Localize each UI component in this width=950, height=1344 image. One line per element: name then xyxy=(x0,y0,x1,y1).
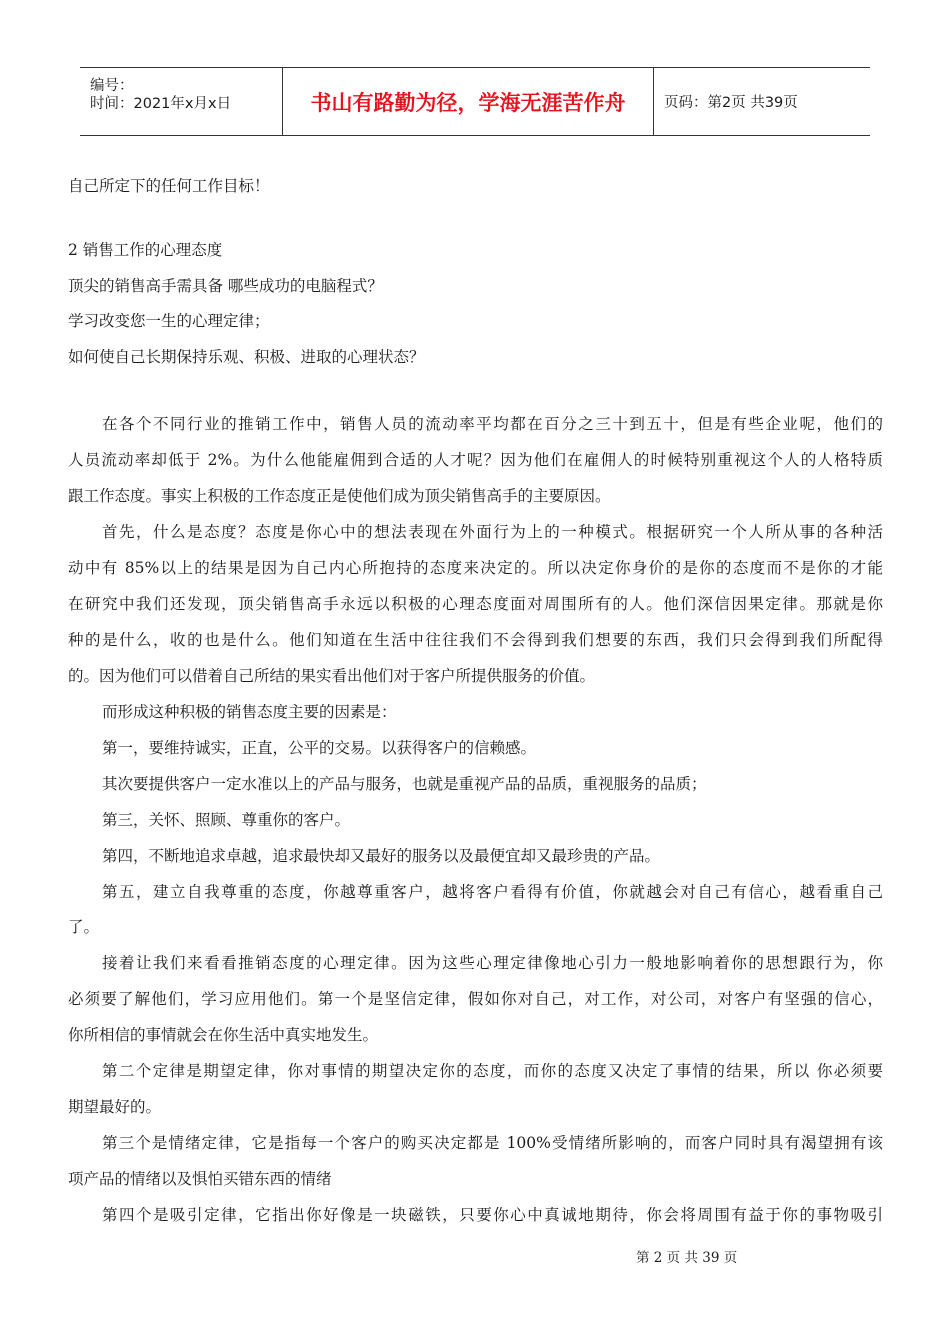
paragraph-line: 项产品的情绪以及惧怕买错东西的情绪 xyxy=(68,1170,332,1188)
list-item: 了。 xyxy=(68,918,100,936)
time-label: 时间：2021年x月x日 xyxy=(90,96,232,112)
list-item: 第三，关怀、照顾、尊重你的客户。 xyxy=(102,811,351,829)
section-heading: 2 销售工作的心理态度 xyxy=(68,241,223,259)
paragraph-line: 第四个是吸引定律，它指出你好像是一块磁铁，只要你心中真诚地期待，你会将周围有益于你的事物吸引 xyxy=(102,1206,883,1224)
paragraph-line: 人员流动率却低于 2%。为什么他能雇佣到合适的人才呢？因为他们在雇佣人的时候特别重视这个人的人格特质 xyxy=(68,451,883,469)
paragraph-line: 第二个定律是期望定律，你对事情的期望决定你的态度，而你的态度又决定了事情的结果，所以 你必须要 xyxy=(102,1062,883,1080)
list-item: 第五，建立自我尊重的态度，你越尊重客户，越将客户看得有价值，你就越会对自己有信心，越看重自己 xyxy=(102,883,883,901)
paragraph-line: 你所相信的事情就会在你生活中真实地发生。 xyxy=(68,1026,379,1044)
paragraph-line: 必须要了解他们，学习应用他们。第一个是坚信定律，假如你对自己，对工作，对公司，对客户有坚强的信心， xyxy=(68,990,883,1008)
paragraph-line: 的。因为他们可以借着自己所结的果实看出他们对于客户所提供服务的价值。 xyxy=(68,667,596,685)
header-meta xyxy=(80,68,282,135)
text-line: 自己所定下的任何工作目标！ xyxy=(68,177,270,195)
paragraph-line: 期望最好的。 xyxy=(68,1098,162,1116)
page-footer: 第 2 页 共 39 页 xyxy=(636,1250,738,1266)
paragraph-line: 种的是什么，收的也是什么。他们知道在生活中往往我们不会得到我们想要的东西，我们只会得到我们所配得 xyxy=(68,631,883,649)
text-line: 如何使自己长期保持乐观、积极、进取的心理状态？ xyxy=(68,348,425,366)
paragraph-line: 而形成这种积极的销售态度主要的因素是： xyxy=(102,703,397,721)
page-header xyxy=(80,67,870,136)
paragraph-line: 在研究中我们还发现，顶尖销售高手永远以积极的心理态度面对周围所有的人。他们深信因果定律。那就是你 xyxy=(68,595,883,613)
paragraph-line: 第三个是情绪定律，它是指每一个客户的购买决定都是 100%受情绪所影响的，而客户同时具有渴望拥有该 xyxy=(102,1134,883,1152)
text-line: 学习改变您一生的心理定律； xyxy=(68,312,270,330)
list-item: 第一，要维持诚实，正直，公平的交易。以获得客户的信赖感。 xyxy=(102,739,537,757)
page-info: 页码：第2页 共39页 xyxy=(664,95,798,111)
number-label: 编号： xyxy=(90,78,134,94)
text-line: 顶尖的销售高手需具备 哪些成功的电脑程式？ xyxy=(68,277,383,295)
list-item: 其次要提供客户一定水准以上的产品与服务，也就是重视产品的品质，重视服务的品质； xyxy=(102,775,707,793)
list-item: 第四，不断地追求卓越，追求最快却又最好的服务以及最便宜却又最珍贵的产品。 xyxy=(102,847,661,865)
paragraph-line: 跟工作态度。事实上积极的工作态度正是使他们成为顶尖销售高手的主要原因。 xyxy=(68,487,611,505)
paragraph-line: 在各个不同行业的推销工作中，销售人员的流动率平均都在百分之三十到五十，但是有些企业呢，他们的 xyxy=(102,415,883,433)
paragraph-line: 首先，什么是态度？态度是你心中的想法表现在外面行为上的一种模式。根据研究一个人所从事的各种活 xyxy=(102,523,883,541)
paragraph-line: 动中有 85%以上的结果是因为自己内心所抱持的态度来决定的。所以决定你身价的是你的态度而不是你的才能 xyxy=(68,559,883,577)
paragraph-line: 接着让我们来看看推销态度的心理定律。因为这些心理定律像地心引力一般地影响着你的思想跟行为，你 xyxy=(102,954,883,972)
motto: 书山有路勤为径，学海无涯苦作舟 xyxy=(282,68,654,135)
